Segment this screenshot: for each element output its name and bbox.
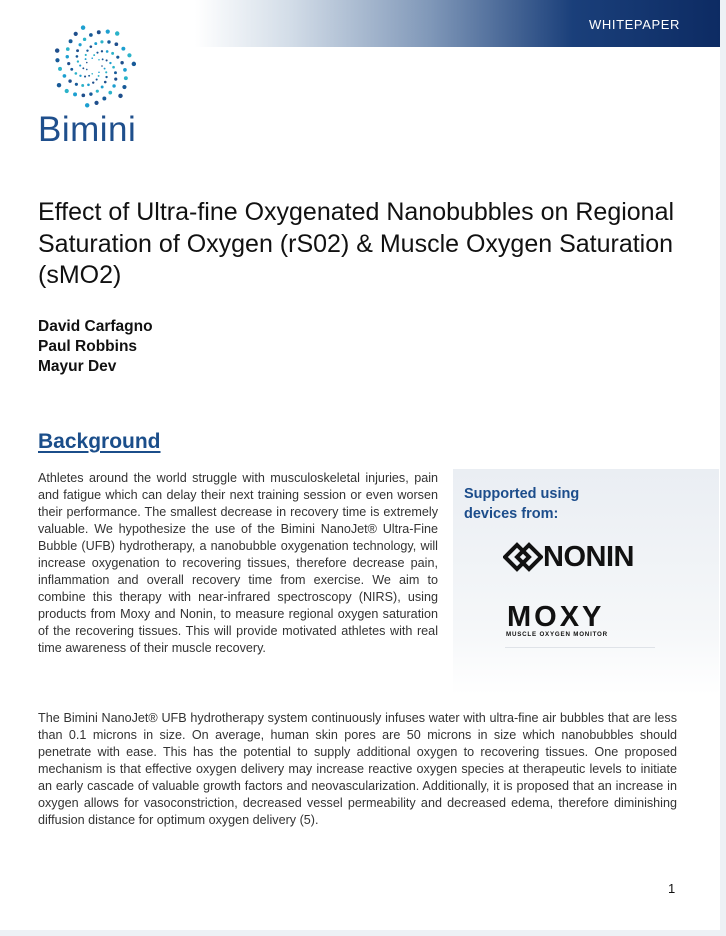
moxy-wordmark: MOXY <box>507 601 605 633</box>
document-title: Effect of Ultra-fine Oxygenated Nanobubbles on Regional Saturation of Oxygen (rS02) & Muscle Oxygen Saturation (sMO2) <box>38 198 675 289</box>
page-number: 1 <box>668 881 676 896</box>
background-paragraph-1: Athletes around the world struggle with musculoskeletal injuries, pain and fatigue which can delay their next training session or even worsen their performance. The smallest decrease in recovery time is extremely valuable. We hypothesize the use of the Bimini NanoJet® Ultra-Fine Bubble (UFB) hydrotherapy, a nanobubble oxygenation technology, will increase oxygenation to recovering tissues, therefore decrease pain, inflammation and overall recovery time from exercise. We aim to combine this therapy with near-infrared spectroscopy (NIRS), using products from Moxy and Nonin, to measure regional oxygen saturation of the recovering tissues. This will provide motivated athletes with real time awareness of their muscle recovery. <box>38 471 438 655</box>
moxy-logo <box>505 601 655 649</box>
supported-devices-panel <box>453 469 719 695</box>
author-list <box>38 317 153 377</box>
logo-wordmark: Bimini <box>38 110 137 149</box>
sidebar-title: Supported using devices from: <box>464 486 580 522</box>
background-paragraph-2: The Bimini NanoJet® UFB hydrotherapy system continuously infuses water with ultra-fine air bubbles that are less than 0.1 microns in size. On average, human skin pores are 50 microns in size which nanobubbles should penetrate with ease. This has the potential to supply additional oxygen to recovering tissues. One proposed mechanism is that effective oxygen delivery may increase reactive oxygen species at therapeutic levels to initiate an early cascade of valuable growth factors and neovascularization. Additionally, it is proposed that an increase in oxygen allows for vasoconstriction, decreased vessel permeability and decreased edema, therefore diminishing diffusion distance for optimum oxygen delivery (5). <box>38 711 677 827</box>
header-band <box>195 0 720 47</box>
section-heading-background: Background <box>38 430 161 453</box>
bimini-logo <box>38 24 154 150</box>
nonin-wordmark: NONIN <box>543 541 634 573</box>
author-name: Paul Robbins <box>38 338 138 355</box>
moxy-tagline: MUSCLE OXYGEN MONITOR <box>506 631 608 638</box>
spiral-dots-icon <box>52 24 136 108</box>
author-name: David Carfagno <box>38 318 153 335</box>
whitepaper-label: WHITEPAPER <box>589 17 680 32</box>
author-name: Mayur Dev <box>38 358 117 375</box>
nonin-logo <box>503 541 653 573</box>
moxy-divider <box>505 647 655 648</box>
